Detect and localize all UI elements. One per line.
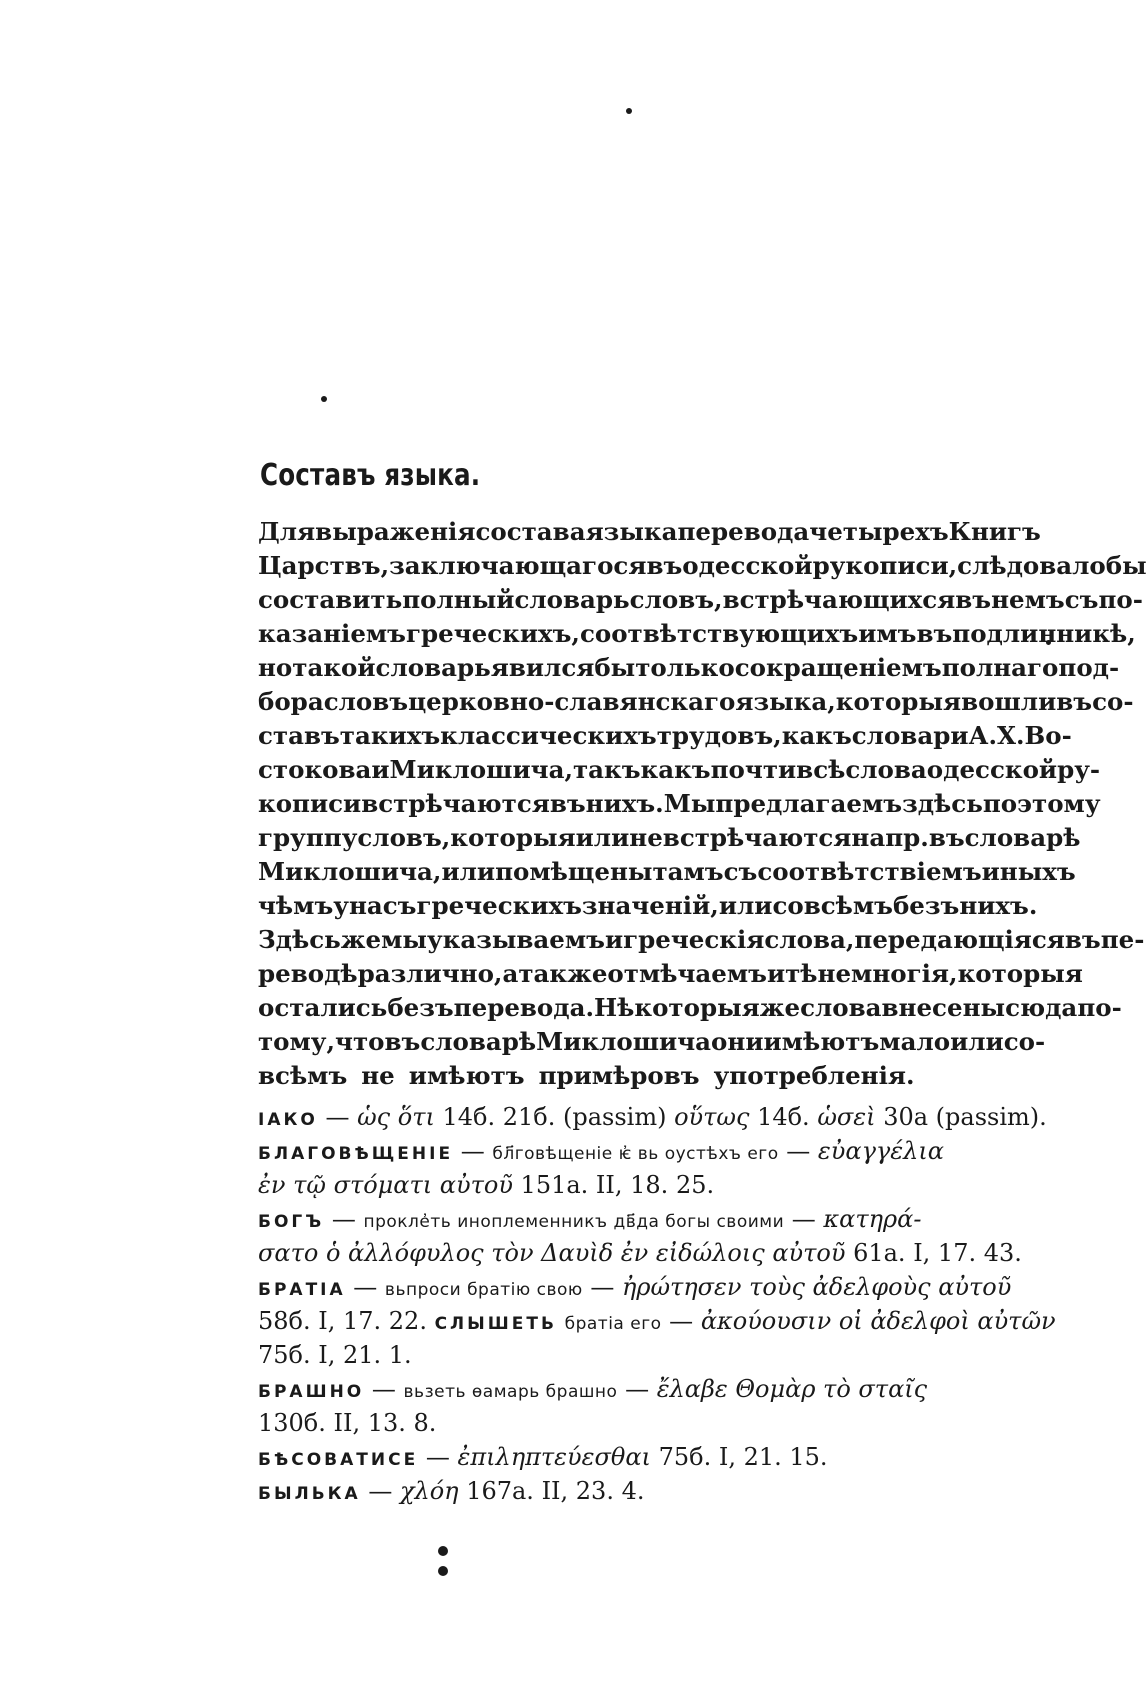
paragraph-line: Для выраженія состава языка перевода четырехъ Книгъ [258, 517, 1041, 546]
paragraph-line: всѣмъ не имѣютъ примѣровъ употребленія. [258, 1061, 915, 1090]
section-heading: Составъ языка. [260, 458, 481, 493]
reference: — [324, 1205, 364, 1233]
greek-equivalent: ἐν τῷ στόματι αὐτοῦ [258, 1171, 513, 1199]
paragraph-line: остались безъ перевода. Нѣкоторыя же слова внесены сюда по- [258, 993, 1122, 1022]
reference: 61а. I, 17. 43. [845, 1239, 1022, 1267]
headword: IАКО [258, 1110, 318, 1130]
scan-speck [626, 108, 632, 114]
greek-equivalent: σατο ὁ ἀλλόφυλος τὸν Δαυὶδ ἐν εἰδώλοις αὐτοῦ [258, 1239, 846, 1267]
paragraph-line: кописи встрѣчаются въ нихъ. Мы предлагаемъ здѣсь поэтому [258, 789, 1101, 818]
headword: БЛАГОВѢЩЕНІЕ [258, 1144, 454, 1164]
slavonic-citation: бл҃говѣщеніе ѥ҆ вь оустѣхъ его [492, 1144, 779, 1164]
greek-equivalent: οὕτως [674, 1103, 750, 1131]
reference: — [778, 1137, 818, 1165]
reference [557, 1307, 565, 1335]
reference: — [453, 1137, 493, 1165]
reference: 30а (passim). [875, 1103, 1047, 1131]
paragraph-line: тому, что въ словарѣ Миклошича они имѣютъ мало или со- [258, 1027, 1046, 1056]
paragraph-line: Здѣсь же мы указываемъ и греческія слова, передающіяся въ пе- [258, 925, 1145, 954]
entry-line [258, 1134, 1003, 1168]
reference: — [418, 1443, 458, 1471]
slavonic-citation: вьзеть ѳамарь брашно [403, 1382, 618, 1402]
reference: — [784, 1205, 824, 1233]
greek-equivalent: εὐαγγέλια [817, 1137, 944, 1165]
reference: 130б. II, 13. 8. [258, 1409, 437, 1437]
paragraph-line: ставъ такихъ классическихъ трудовъ, какъ словари А. Х. Во- [258, 721, 1072, 750]
reference: — [582, 1273, 622, 1301]
paragraph-line: составить полный словарь словъ, встрѣчающихся въ немъ съ по- [258, 585, 1143, 614]
greek-equivalent: κατηρά- [823, 1205, 922, 1233]
reference: 151а. II, 18. 25. [512, 1171, 715, 1199]
word-list [258, 1100, 1056, 1508]
headword: БЫЛЬКА [258, 1484, 361, 1504]
paragraph-line: группу словъ, которыя или не встрѣчаются напр. въ словарѣ [258, 823, 1081, 852]
entry-line [258, 1202, 1003, 1236]
reference: — [317, 1103, 358, 1131]
paragraph-line: казаніемъ греческихъ, соотвѣтствующихъ имъ въ подлинникѣ, [258, 619, 1136, 648]
reference: — [345, 1273, 385, 1301]
greek-equivalent: χλόη [399, 1477, 459, 1505]
slavonic-citation: братіа его [564, 1314, 662, 1334]
greek-equivalent: ὡς ὅτι [357, 1103, 435, 1131]
entry-line [258, 1372, 1003, 1406]
reference: 75б. I, 21. 1. [258, 1341, 412, 1369]
entry-line [258, 1338, 1003, 1372]
paragraph-line: Миклошича, или помѣщены тамъ съ соотвѣтствіемъ иныхъ [258, 857, 1076, 886]
headword: БРАТІА [258, 1280, 346, 1300]
end-ornament [436, 1542, 450, 1582]
slavonic-citation: прокле҆ть иноплеменникъ дв҃да богы своими [363, 1212, 785, 1232]
entry-line [258, 1440, 1003, 1474]
reference: — [360, 1477, 400, 1505]
slavonic-citation: вьпроси братію свою [384, 1280, 583, 1300]
reference: 14б. [749, 1103, 818, 1131]
headword: БОГЪ [258, 1212, 325, 1232]
reference: 14б. 21б. (passim) [434, 1103, 675, 1131]
entry-line [258, 1100, 1047, 1134]
paragraph-line: реводѣ различно, а также отмѣчаемъ и тѣ немногія, которыя [258, 959, 1083, 988]
entry-line [258, 1474, 1003, 1508]
paragraph-line: бора словъ церковно-славянскаго языка, которыя вошли въ со- [258, 687, 1134, 716]
paragraph-line: чѣмъ у насъ греческихъ значеній, или совсѣмъ безъ нихъ. [258, 891, 1038, 920]
reference: — [617, 1375, 657, 1403]
reference: — [364, 1375, 404, 1403]
reference: 167а. II, 23. 4. [458, 1477, 645, 1505]
entry-line [258, 1168, 1003, 1202]
greek-equivalent: ἐπιληπτεύεσθαι [457, 1443, 651, 1471]
entry-line [258, 1406, 1003, 1440]
paragraph-line: но такой словарь явился бы только сокращеніемъ полнаго под- [258, 653, 1120, 682]
greek-equivalent: ἠρώτησεν τοὺς ἀδελφοὺς αὐτοῦ [621, 1273, 1012, 1301]
scan-speck [321, 396, 327, 402]
greek-equivalent: ὡσεὶ [817, 1103, 876, 1131]
body-paragraph [258, 515, 1147, 1093]
paragraph-line: стокова и Миклошича, такъ какъ почти всѣ слова одесской ру- [258, 755, 1101, 784]
reference: 58б. I, 17. 22. [258, 1307, 435, 1335]
headword: БѢСОВАТИСЕ [258, 1450, 419, 1470]
greek-equivalent: ἔλαβε Θομὰρ τὸ σταῖς [656, 1375, 928, 1403]
greek-equivalent: ἀκούουσιν οἱ ἀδελφοὶ αὐτῶν [700, 1307, 1056, 1335]
reference: — [661, 1307, 701, 1335]
reference: 75б. I, 21. 15. [650, 1443, 828, 1471]
headword: БРАШНО [258, 1382, 365, 1402]
paragraph-line: Царствъ, заключающагося въ одесской рукописи, слѣдовало бы [258, 551, 1147, 580]
entry-line [258, 1236, 1022, 1270]
entry-line [258, 1304, 1056, 1338]
headword: СЛЫШЕТЬ [434, 1314, 557, 1334]
entry-line [258, 1270, 1012, 1304]
